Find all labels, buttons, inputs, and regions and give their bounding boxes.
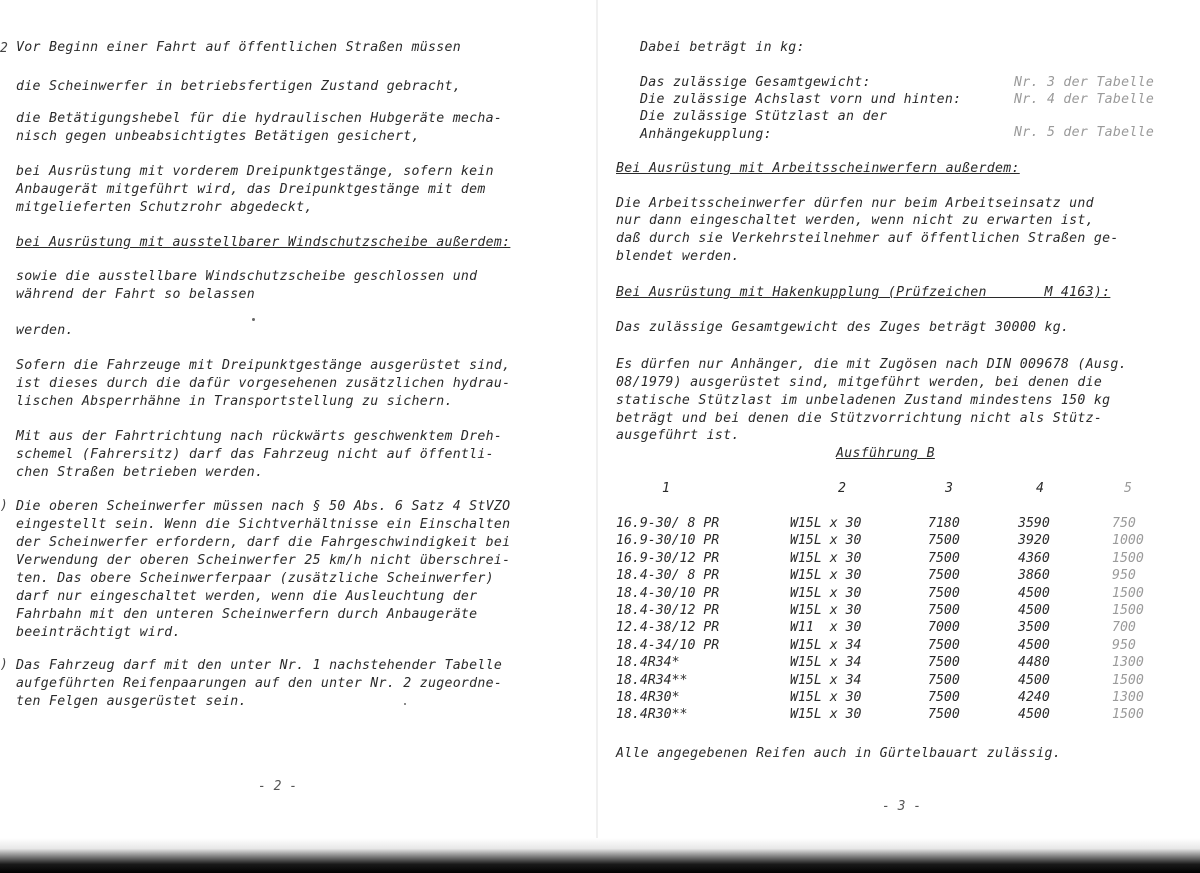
table-title: Ausführung B — [836, 446, 935, 461]
werden-line: werden. — [16, 323, 74, 338]
table-header: 1 — [662, 481, 670, 496]
windschutz-heading: bei Ausrüstung mit ausstellbarer Windschutzscheibe außerdem: — [16, 235, 511, 250]
table-cell: 7500 — [928, 655, 960, 671]
table-cell: 7500 — [928, 637, 960, 653]
vor-beginn-line: Vor Beginn einer Fahrt auf öffentlichen Straßen müssen — [16, 40, 461, 55]
table-cell: 4500 — [1018, 707, 1050, 723]
dreipunkt-line-2: Anbaugerät mitgeführt wird, das Dreipunktgestänge mit dem — [16, 182, 486, 197]
windschutz-line-2: während der Fahrt so belassen — [16, 287, 255, 302]
table-cell: 16.9-30/10 PR — [616, 533, 720, 549]
table-cell: W15L x 30 — [790, 707, 862, 723]
dabei-line: Dabei beträgt in kg: — [640, 40, 805, 55]
reifenpaarungen-line-2: aufgeführten Reifenpaarungen auf den unter Nr. 2 zugeordne- — [16, 676, 503, 691]
table-cell: 7500 — [928, 550, 960, 566]
table-row — [600, 654, 1200, 672]
table-cell: 1500 — [1112, 672, 1144, 688]
table-cell: W15L x 30 — [790, 585, 862, 601]
table-cell: 1500 — [1112, 707, 1144, 723]
table-cell: W15L x 34 — [790, 637, 862, 653]
anhaenger-line-4: beträgt und bei denen die Stützvorrichtung nicht als Stütz- — [616, 411, 1103, 426]
table-cell: 950 — [1112, 637, 1136, 653]
arbeitsscheinwerfer-line-3: daß durch sie Verkehrsteilnehmer auf öffentlichen Straßen ge- — [616, 231, 1119, 246]
obere-scheinwerfer-line-8: beeinträchtigt wird. — [16, 625, 181, 640]
table-row — [600, 706, 1200, 724]
gesamtgewicht-label: Das zulässige Gesamtgewicht: — [640, 75, 871, 90]
hakenkupplung-heading: Bei Ausrüstung mit Hakenkupplung (Prüfzeichen M 4163): — [616, 285, 1111, 300]
table-header: 2 — [838, 481, 846, 496]
table-cell: 950 — [1112, 568, 1136, 584]
item-marker-3: ) — [0, 498, 8, 513]
fahrtrichtung-line-3: chen Straßen betrieben werden. — [16, 465, 264, 480]
left-page — [0, 0, 590, 873]
table-row — [600, 585, 1200, 603]
table-cell: 18.4-30/12 PR — [616, 603, 720, 618]
stuetzlast-ref: Nr. 5 der Tabelle — [1014, 125, 1155, 140]
table-cell: 3860 — [1018, 568, 1050, 584]
table-cell: 16.9-30/12 PR — [616, 550, 720, 566]
table-cell: 4500 — [1018, 637, 1050, 653]
table-cell: 7500 — [928, 672, 960, 688]
table-cell: 4480 — [1018, 655, 1050, 671]
table-row — [600, 672, 1200, 690]
reifenpaarungen-line-1: Das Fahrzeug darf mit den unter Nr. 1 nachstehender Tabelle — [16, 658, 503, 673]
table-row — [600, 619, 1200, 637]
table-cell: 1500 — [1112, 603, 1144, 618]
table-cell: 4360 — [1018, 550, 1050, 566]
table-cell: W15L x 34 — [790, 655, 862, 671]
scheinwerfer-line: die Scheinwerfer in betriebsfertigen Zustand gebracht, — [16, 79, 461, 94]
table-row — [600, 689, 1200, 707]
table-cell: 1500 — [1112, 550, 1144, 566]
table-cell: 4500 — [1018, 603, 1050, 618]
table-cell: 18.4-34/10 PR — [616, 637, 720, 653]
table-cell: 1300 — [1112, 690, 1144, 705]
table-cell: 7500 — [928, 533, 960, 549]
table-header: 5 — [1124, 481, 1132, 496]
obere-scheinwerfer-line-3: der Scheinwerfer erfordern, darf die Fahrgeschwindigkeit bei — [16, 535, 511, 550]
table-cell: 18.4R34** — [616, 672, 688, 688]
anhaenger-line-1: Es dürfen nur Anhänger, die mit Zugösen nach DIN 009678 (Ausg. — [616, 357, 1127, 372]
obere-scheinwerfer-line-4: Verwendung der oberen Scheinwerfer 25 km/h nicht überschrei- — [16, 553, 511, 568]
table-cell: 7500 — [928, 690, 960, 705]
gesamtgewicht-ref: Nr. 3 der Tabelle — [1014, 75, 1155, 90]
table-cell: 18.4-30/10 PR — [616, 585, 720, 601]
table-cell: 1000 — [1112, 533, 1144, 549]
stuetzlast-label-2: Anhängekupplung: — [640, 127, 772, 142]
table-cell: 7500 — [928, 603, 960, 618]
table-row — [600, 637, 1200, 655]
fahrtrichtung-line-2: schemel (Fahrersitz) darf das Fahrzeug nicht auf öffentli- — [16, 447, 494, 462]
table-cell: W15L x 30 — [790, 533, 862, 549]
obere-scheinwerfer-line-7: Fahrbahn mit den unteren Scheinwerfern durch Anbaugeräte — [16, 607, 478, 622]
anhaenger-line-2: 08/1979) ausgerüstet sind, mitgeführt werden, bei denen die — [616, 375, 1103, 390]
dreipunkt-line-3: mitgelieferten Schutzrohr abgedeckt, — [16, 200, 313, 215]
obere-scheinwerfer-line-5: ten. Das obere Scheinwerferpaar (zusätzliche Scheinwerfer) — [16, 571, 494, 586]
betaetigungshebel-line-1: die Betätigungshebel für die hydraulischen Hubgeräte mecha- — [16, 111, 503, 126]
table-cell: 4240 — [1018, 690, 1050, 705]
table-cell: 7180 — [928, 516, 960, 531]
table-cell: 18.4R30* — [616, 690, 680, 705]
arbeitsscheinwerfer-line-4: blendet werden. — [616, 249, 740, 264]
guertelbauart-line: Alle angegebenen Reifen auch in Gürtelbauart zulässig. — [616, 746, 1061, 761]
obere-scheinwerfer-line-6: darf nur eingeschaltet werden, wenn die Ausleuchtung der — [16, 589, 478, 604]
arbeitsscheinwerfer-line-2: nur dann eingeschaltet werden, wenn nicht zu erwarten ist, — [616, 213, 1094, 228]
table-cell: 7500 — [928, 707, 960, 723]
table-cell: 3920 — [1018, 533, 1050, 549]
fahrtrichtung-line-1: Mit aus der Fahrtrichtung nach rückwärts geschwenktem Dreh- — [16, 429, 503, 444]
sofern-line-2: ist dieses durch die dafür vorgesehenen zusätzlichen hydrau- — [16, 376, 511, 391]
table-cell: 1300 — [1112, 655, 1144, 671]
table-cell: W15L x 30 — [790, 550, 862, 566]
table-cell: 4500 — [1018, 672, 1050, 688]
achslast-ref: Nr. 4 der Tabelle — [1014, 92, 1155, 107]
page-fold — [596, 0, 598, 838]
table-cell: 12.4-38/12 PR — [616, 620, 720, 636]
scan-edge — [0, 838, 1200, 873]
table-row — [600, 532, 1200, 550]
page-number-left: - 2 - — [258, 779, 298, 794]
table-cell: 1500 — [1112, 585, 1144, 601]
zug-gesamtgewicht-line: Das zulässige Gesamtgewicht des Zuges beträgt 30000 kg. — [616, 320, 1070, 335]
obere-scheinwerfer-line-1: Die oberen Scheinwerfer müssen nach § 50 Abs. 6 Satz 4 StVZO — [16, 499, 511, 514]
table-row — [600, 602, 1200, 620]
table-cell: W15L x 30 — [790, 516, 862, 531]
table-cell: W15L x 30 — [790, 690, 862, 705]
ink-speck — [252, 318, 255, 321]
table-cell: 700 — [1112, 620, 1136, 636]
arbeitsscheinwerfer-line-1: Die Arbeitsscheinwerfer dürfen nur beim Arbeitseinsatz und — [616, 196, 1094, 211]
table-row — [600, 550, 1200, 568]
stuetzlast-label-1: Die zulässige Stützlast an der — [640, 109, 888, 124]
table-cell: 7000 — [928, 620, 960, 636]
table-cell: 18.4-30/ 8 PR — [616, 568, 720, 584]
right-page — [600, 0, 1200, 873]
table-row — [600, 567, 1200, 585]
item-marker-4: ) — [0, 657, 8, 672]
achslast-label: Die zulässige Achslast vorn und hinten: — [640, 92, 962, 107]
table-cell: 18.4R34* — [616, 655, 680, 671]
table-header-row — [600, 480, 1200, 498]
dreipunkt-line-1: bei Ausrüstung mit vorderem Dreipunktgestänge, sofern kein — [16, 164, 494, 179]
table-cell: W15L x 34 — [790, 672, 862, 688]
table-cell: 750 — [1112, 516, 1136, 531]
item-marker-2: 2 — [0, 41, 8, 56]
table-cell: W11 x 30 — [790, 620, 862, 636]
table-cell: 4500 — [1018, 585, 1050, 601]
table-cell: W15L x 30 — [790, 568, 862, 584]
betaetigungshebel-line-2: nisch gegen unbeabsichtigtes Betätigen gesichert, — [16, 129, 420, 144]
windschutz-line-1: sowie die ausstellbare Windschutzscheibe geschlossen und — [16, 269, 478, 284]
table-header: 3 — [945, 481, 953, 496]
table-header: 4 — [1036, 481, 1044, 496]
table-cell: 3590 — [1018, 516, 1050, 531]
table-cell: 7500 — [928, 568, 960, 584]
table-cell: 7500 — [928, 585, 960, 601]
obere-scheinwerfer-line-2: eingestellt sein. Wenn die Sichtverhältnisse ein Einschalten — [16, 517, 511, 532]
arbeitsscheinwerfer-heading: Bei Ausrüstung mit Arbeitsscheinwerfern außerdem: — [616, 161, 1020, 176]
table-cell: W15L x 30 — [790, 603, 862, 618]
page-number-right: - 3 - — [882, 799, 922, 814]
table-cell: 3500 — [1018, 620, 1050, 636]
table-row — [600, 515, 1200, 533]
table-cell: 18.4R30** — [616, 707, 688, 723]
reifenpaarungen-line-3: ten Felgen ausgerüstet sein. — [16, 694, 247, 709]
anhaenger-line-3: statische Stützlast im unbeladenen Zustand mindestens 150 kg — [616, 393, 1111, 408]
anhaenger-line-5: ausgeführt ist. — [616, 428, 740, 443]
sofern-line-1: Sofern die Fahrzeuge mit Dreipunktgestänge ausgerüstet sind, — [16, 358, 511, 373]
table-cell: 16.9-30/ 8 PR — [616, 516, 720, 531]
ink-speck — [404, 703, 406, 705]
sofern-line-3: lischen Absperrhähne in Transportstellung zu sichern. — [16, 394, 453, 409]
